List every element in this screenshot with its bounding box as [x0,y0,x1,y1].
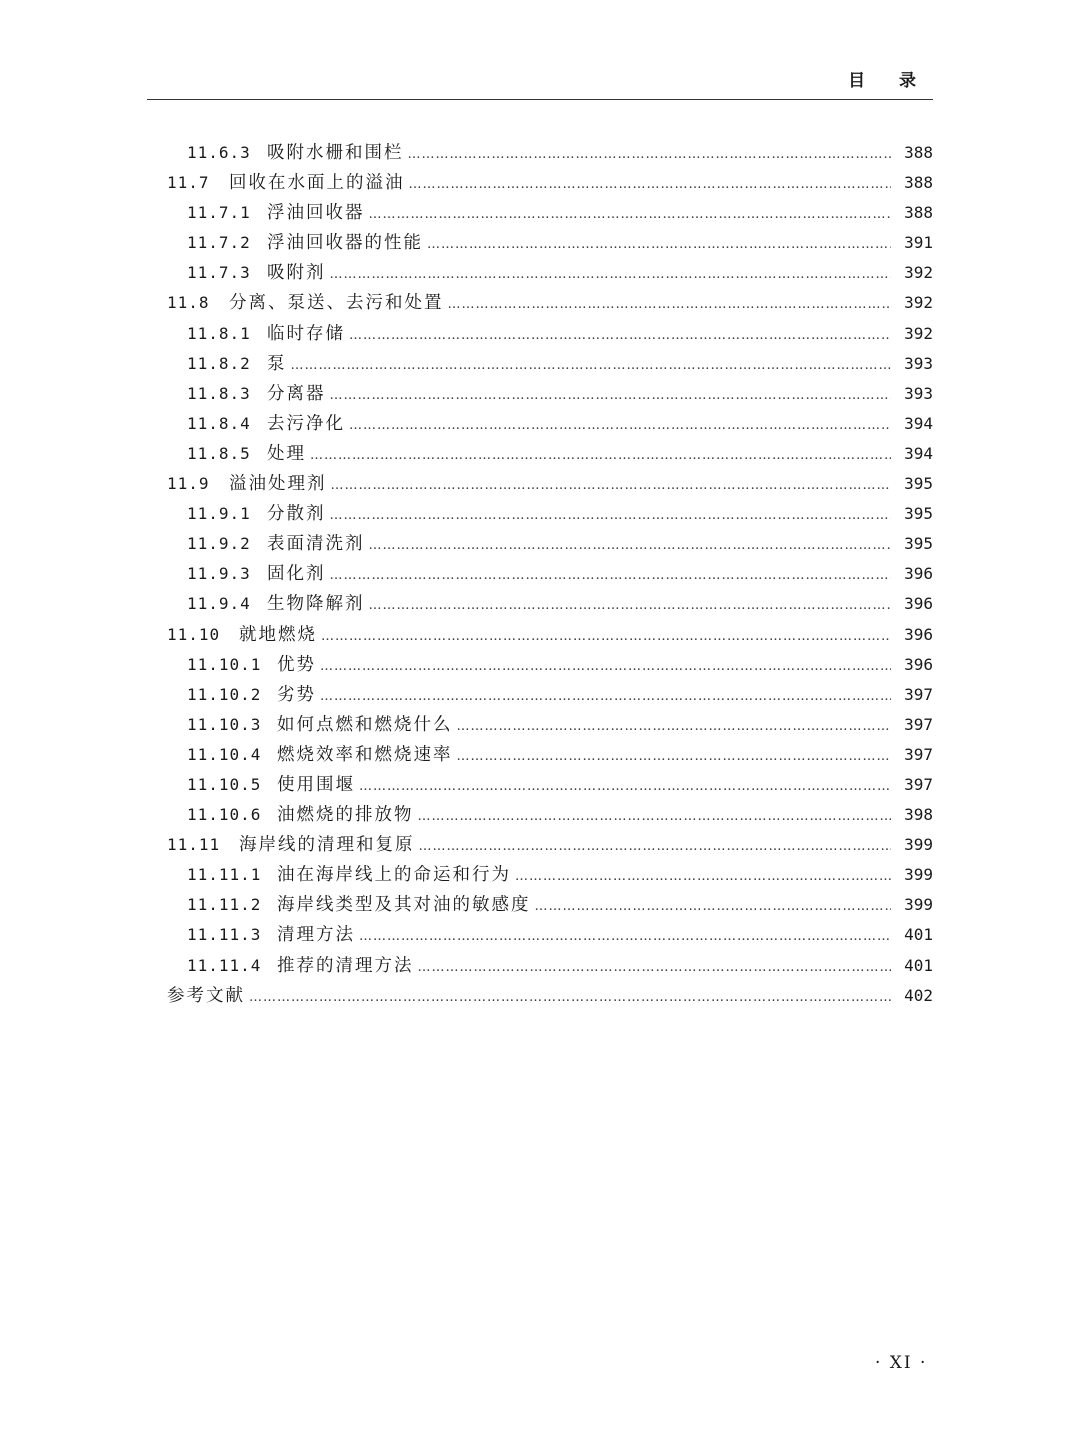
toc-entry-page: 397 [904,684,933,704]
toc-entry-title: 固化剂 [267,564,326,585]
toc-entry-page: 388 [904,143,933,162]
toc-leader-dots [349,321,891,351]
toc-entry [167,770,933,800]
toc-entry [167,288,933,318]
toc-leader-dots [330,501,892,531]
toc-entry-page: 395 [904,534,933,554]
toc-entry [167,650,933,680]
toc-entry [167,228,933,258]
toc-entry-number: 11.10.1 [187,654,262,674]
toc-entry-number: 11.9.3 [187,564,251,584]
toc-entry-page: 394 [904,443,933,463]
toc-entry [167,439,933,469]
toc-entry-title: 去污净化 [267,413,345,434]
toc-entry-number: 11.10 [167,624,221,644]
toc-entry-title: 如何点燃和燃烧什么 [277,714,453,735]
toc-entry [167,920,933,950]
toc-leader-dots [320,682,891,712]
toc-entry-number: 11.7.3 [187,263,251,283]
toc-entry-number: 11.9.2 [187,534,251,554]
toc-entry-number: 11.8.2 [187,353,251,373]
toc-leader-dots [330,260,892,290]
toc-leader-dots [369,591,892,621]
toc-leader-dots [320,652,891,682]
toc-entry-number: 11.8.5 [187,443,251,463]
toc-entry-page: 392 [904,323,933,343]
toc-entry-page: 399 [904,835,933,855]
toc-entry-title: 泵 [267,353,287,374]
toc-entry-title: 参考文献 [167,985,245,1006]
toc-entry-page: 397 [904,774,933,794]
toc-entry-number: 11.10.5 [187,774,262,794]
toc-entry-page: 401 [904,955,933,975]
toc-entry-page: 393 [904,353,933,373]
toc-entry-title: 表面清洗剂 [267,534,365,555]
toc-entry-number: 11.7 [167,173,210,193]
toc-entry-title: 劣势 [277,684,316,705]
toc-entry-number: 11.7.2 [187,233,251,253]
toc-leader-dots [359,772,891,802]
toc-entry-page: 399 [904,865,933,885]
toc-leader-dots [409,170,892,200]
toc-entry [167,379,933,409]
toc-leader-dots [310,441,891,471]
toc-entry-page: 401 [904,925,933,945]
toc-entry-title: 吸附剂 [267,263,326,284]
toc-entry-number: 11.9 [167,474,210,494]
toc-entry-page: 396 [904,564,933,584]
toc-entry-page: 388 [904,173,933,193]
toc-entry [167,409,933,439]
toc-entry [167,710,933,740]
toc-entry [167,349,933,379]
toc-entry-title: 临时存储 [267,323,345,344]
toc-leader-dots [359,922,891,952]
toc-entry-title: 分离器 [267,383,326,404]
toc-entry-title: 海岸线类型及其对油的敏感度 [277,895,531,916]
toc-entry [167,469,933,499]
toc-entry-page: 395 [904,474,933,494]
toc-entry-page: 396 [904,594,933,614]
toc-entry-title: 就地燃烧 [239,624,317,645]
toc-entry-number: 11.7.1 [187,203,251,223]
toc-leader-dots [331,471,892,501]
toc-entry-title: 清理方法 [277,925,355,946]
toc-leader-dots [249,983,891,1013]
toc-entry [167,589,933,619]
page-number: · XI · [875,1353,928,1373]
toc-entry-title: 使用围堰 [277,774,355,795]
toc-entry-number: 11.11.2 [187,895,262,915]
toc-leader-dots [330,381,892,411]
toc-entry [167,559,933,589]
toc-entry [167,800,933,830]
toc-entry-number: 11.11 [167,835,221,855]
toc-entry-title: 油在海岸线上的命运和行为 [277,865,511,886]
toc-entry-number: 11.8.3 [187,383,251,403]
toc-entry-page: 402 [904,985,933,1005]
toc-entry-page: 399 [904,895,933,915]
toc-entry-number: 11.10.2 [187,684,262,704]
toc-leader-dots [369,200,892,230]
toc-entry-number: 11.10.4 [187,744,262,764]
toc-entry-number: 11.11.3 [187,925,262,945]
toc-entry [167,981,933,1011]
toc-entry [167,830,933,860]
toc-entry-title: 浮油回收器的性能 [267,233,423,254]
toc-entry-number: 11.10.6 [187,805,262,825]
toc-entry-number: 11.10.3 [187,714,262,734]
toc-entry [167,890,933,920]
toc-entry [167,740,933,770]
toc-entry-page: 391 [904,233,933,253]
toc-entry-number: 11.11.1 [187,865,262,885]
toc-entry [167,258,933,288]
toc-entry-page: 388 [904,203,933,223]
toc-entry-title: 分离、泵送、去污和处置 [229,293,444,314]
toc-entry-page: 392 [904,293,933,313]
toc-entry-number: 11.9.1 [187,504,251,524]
toc-entry [167,951,933,981]
toc-entry [167,198,933,228]
toc-entry-title: 优势 [277,654,316,675]
toc-entry-title: 生物降解剂 [267,594,365,615]
toc-entry [167,680,933,710]
toc-entry-page: 392 [904,263,933,283]
toc-leader-dots [427,230,891,260]
toc-entry-title: 油燃烧的排放物 [277,805,414,826]
toc-leader-dots [457,712,892,742]
toc-entry-title: 回收在水面上的溢油 [229,173,405,194]
toc-list [167,138,933,1011]
toc-entry-page: 397 [904,714,933,734]
toc-entry [167,860,933,890]
toc-entry [167,138,933,168]
header-rule [147,99,933,100]
toc-entry [167,499,933,529]
toc-entry-title: 处理 [267,443,306,464]
toc-leader-dots [515,862,891,892]
toc-entry-page: 395 [904,504,933,524]
toc-leader-dots [419,832,892,862]
toc-leader-dots [448,290,892,320]
toc-leader-dots [535,892,892,922]
toc-leader-dots [418,802,892,832]
toc-entry-page: 396 [904,624,933,644]
toc-entry [167,168,933,198]
toc-entry-number: 11.9.4 [187,594,251,614]
toc-entry-page: 398 [904,805,933,825]
toc-entry-number: 11.11.4 [187,955,262,975]
toc-entry [167,529,933,559]
toc-leader-dots [349,411,891,441]
toc-entry-title: 推荐的清理方法 [277,955,414,976]
toc-leader-dots [457,742,892,772]
toc-entry-title: 溢油处理剂 [229,474,327,495]
toc-entry-title: 分散剂 [267,504,326,525]
toc-entry [167,620,933,650]
toc-leader-dots [321,622,891,652]
toc-entry-title: 浮油回收器 [267,203,365,224]
toc-entry-title: 燃烧效率和燃烧速率 [277,744,453,765]
toc-leader-dots [418,953,892,983]
toc-entry-page: 396 [904,654,933,674]
toc-entry [167,319,933,349]
toc-leader-dots [408,140,892,170]
toc-leader-dots [330,561,892,591]
toc-leader-dots [369,531,892,561]
toc-entry-number: 11.8.1 [187,323,251,343]
toc-entry-title: 吸附水栅和围栏 [267,143,404,163]
toc-entry-number: 11.8.4 [187,413,251,433]
toc-leader-dots [291,351,892,381]
toc-entry-number: 11.6.3 [187,143,251,162]
header-title: 目 录 [848,71,930,91]
toc-entry-page: 394 [904,413,933,433]
toc-entry-page: 397 [904,744,933,764]
toc-entry-page: 393 [904,383,933,403]
toc-entry-title: 海岸线的清理和复原 [239,835,415,856]
toc-entry-number: 11.8 [167,293,210,313]
